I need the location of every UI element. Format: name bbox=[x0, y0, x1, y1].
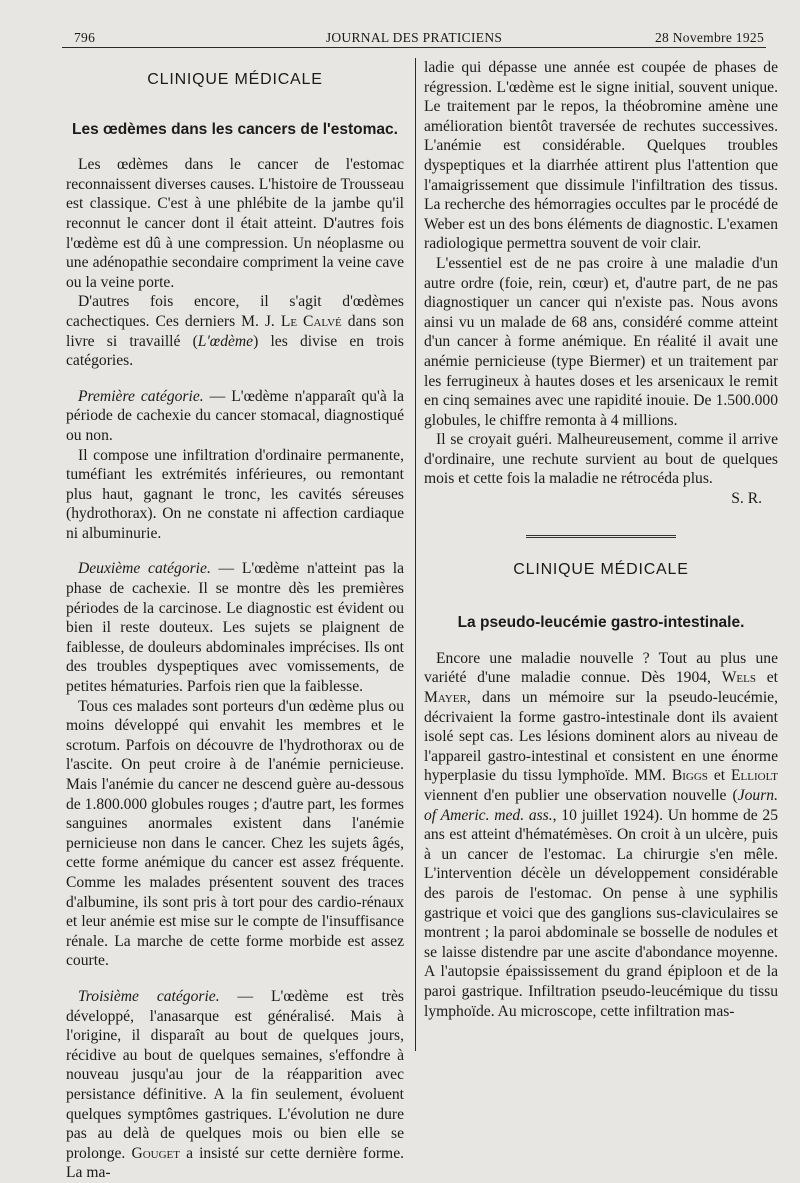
category-label: Deuxième catégorie. bbox=[78, 560, 211, 578]
paragraph: Première catégorie. — L'œdème n'apparaît qu'à la période de cachexie du cancer stomacal, diagnostiqué ou non. bbox=[66, 387, 405, 444]
column-divider bbox=[415, 58, 416, 1051]
paragraph: Les œdèmes dans le cancer de l'estomac reconnaissent diverses causes. L'histoire de Trousseau est classique. C'est à une phlébite de la jambe qu'il reconnut le cancer dont il était atteint. D'autres fois l'œdème est dû à une compression. Un néoplasme ou une adénopathie secondaire compriment la veine cave ou la veine porte. bbox=[66, 156, 404, 291]
section-title: CLINIQUE MÉDICALE bbox=[513, 560, 689, 578]
section-title: CLINIQUE MÉDICALE bbox=[147, 71, 323, 88]
paragraph: L'essentiel est de ne pas croire à une maladie d'un autre ordre (foie, rein, cœur) et, d'autre part, de ne pas diagnostiquer un cancer qui n'existe pas. Nous avons ainsi vu un malade de 68 ans, considéré comme atteint d'un cancer à forme anémique. En réalité il avait une anémie pernicieuse (type Biermer) et un traitement par les ferrugineux à hautes doses et les arsenicaux le remit en cinq semaines avec une rapidité inouie. De 1.500.000 globules, le chiffre remonta à 4 millions. bbox=[424, 254, 778, 429]
journal-citation: Journ. of Americ. med. ass. bbox=[424, 787, 778, 824]
author-name: Gouget bbox=[131, 1144, 180, 1162]
paragraph: Tous ces malades sont porteurs d'un œdème plus ou moins développé qui envahit les membres et le scrotum. Parfois on découvre de l'hydrothorax ou de l'ascite. On peut croire à de l'anémie pernicieuse. Mais l'anémie du cancer ne descend guère au-dessous de 1.800.000 globules rouges ; d'autre part, les formes sanguines anormales existent dans l'anémie pernicieuse non dans le cancer. Chez les sujets âgés, cette forme anémique du cancer est assez fréquente. Comme les malades présentent souvent des traces d'albumine, ils sont pris à tort pour des cardio-rénaux et leur anémie est mise sur le compte de l'insuffisance rénale. La marche de cette forme morbide est assez courte. bbox=[66, 697, 404, 970]
article-title: Les œdèmes dans les cancers de l'estomac. bbox=[72, 120, 398, 138]
paragraph: Il compose une infiltration d'ordinaire permanente, tuméfiant les extrémités inférieures, ou remontant plus haut, gagnant le tronc, les cavités séreuses (hydrothorax). On ne constate ni affection cardiaque ni albuminurie. bbox=[66, 446, 404, 542]
author-name: Wels bbox=[721, 669, 756, 687]
article-title: La pseudo-leucémie gastro-intestinale. bbox=[457, 614, 745, 632]
category-label: Troisième catégorie. bbox=[78, 987, 220, 1005]
issue-date: 28 Novembre 1925 bbox=[654, 30, 764, 45]
paragraph: Il se croyait guéri. Malheureusement, comme il arrive d'ordinaire, une rechute survient au bout de quelques mois et cette fois la maladie ne rétrocéda plus. bbox=[424, 431, 778, 488]
category-label: Première catégorie. bbox=[78, 387, 204, 405]
signature: S. R. bbox=[731, 490, 762, 508]
author-name: Elliolt bbox=[731, 767, 778, 785]
page-number: 796 bbox=[74, 30, 96, 45]
right-column bbox=[424, 58, 778, 1021]
journal-title: JOURNAL DES PRATICIENS bbox=[325, 30, 503, 45]
author-name: Le Calvé bbox=[280, 312, 342, 330]
author-name: Biggs bbox=[671, 767, 708, 785]
book-title: L'œdème bbox=[197, 332, 254, 350]
author-name: Mayer bbox=[424, 689, 467, 707]
paragraph: Deuxième catégorie. — L'œdème n'atteint pas la phase de cachexie. Il se montre dès les premières périodes de la carcinose. Le diagnostic est évident ou bien il reste douteux. Les sujets se plaignent de faiblesse, de douleurs abdominales imprécises. Ils ont des troubles dyspeptiques avec vomissements, de petites hématuries. Parfois rien que la faiblesse. bbox=[66, 560, 404, 696]
paragraph: Troisième catégorie. — L'œdème est très développé, l'anasarque est généralisé. Mais à l'origine, il disparaît au bout de quelques jours, récidive au bout de quelques semaines, s'effondre à nouveau jusqu'au jour de la réapparition avec persistance définitive. A la fin seulement, évoluent quelques symptômes gastriques. L'évolution ne dure pas au delà de quelques mois ou bien elle se prolonge. Gouget a insisté sur cette dernière forme. La ma- bbox=[66, 987, 405, 1182]
header-rule bbox=[62, 47, 766, 48]
paragraph: Encore une maladie nouvelle ? Tout au plus une variété d'une maladie connue. Dès 1904, Wels et Mayer, dans un mémoire sur la pseudo-leucémie, décrivaient la forme gastro-intestinale dont ils avaient isolé sept cas. Les lésions dominent alors au niveau de l'appareil gastro-intestinal et consistent en une énorme hyperplasie du tissu lymphoïde. MM. Biggs et Elliolt viennent d'en publier une observation nouvelle (Journ. of Americ. med. ass., 10 juillet 1924). Un homme de 25 ans est atteint d'hématémèses. On croit à un ulcère, puis à un cancer de l'estomac. La chirurgie s'en mêle. L'intervention décèle un développement considérable des parois de l'estomac. On pense à une syphilis gastrique et voici que des ganglions sus-claviculaires se montrent ; la paroi abdominale se bosselle de nodules et se laisse distendre par une ascite d'abondance moyenne. A l'autopsie épaississement du grand épiploon et de la paroi gastrique. Infiltration pseudo-leucémique du tissu lymphoïde. Au microscope, cette infiltration mas- bbox=[424, 649, 778, 1020]
paragraph: ladie qui dépasse une année est coupée de phases de régression. L'œdème est le signe initial, souvent unique. Le traitement par le repos, la théobromine amène une amélioration bientôt traversée de rechutes successives. L'anémie est considérable. Quelques troubles dyspeptiques et la diarrhée attirent plus l'attention que l'amaigrissement que dissimule l'infiltration des tissus. La recherche des hémorragies occultes par le procédé de Weber est un des bons éléments de diagnostic. L'examen radiologique permettra souvent de voir clair. bbox=[424, 59, 778, 253]
paragraph: D'autres fois encore, il s'agit d'œdèmes cachectiques. Ces derniers M. J. Le Calvé dans son livre si travaillé (L'œdème) les divise en trois catégories. bbox=[66, 293, 404, 370]
running-header bbox=[62, 26, 766, 48]
left-column bbox=[66, 58, 404, 1183]
